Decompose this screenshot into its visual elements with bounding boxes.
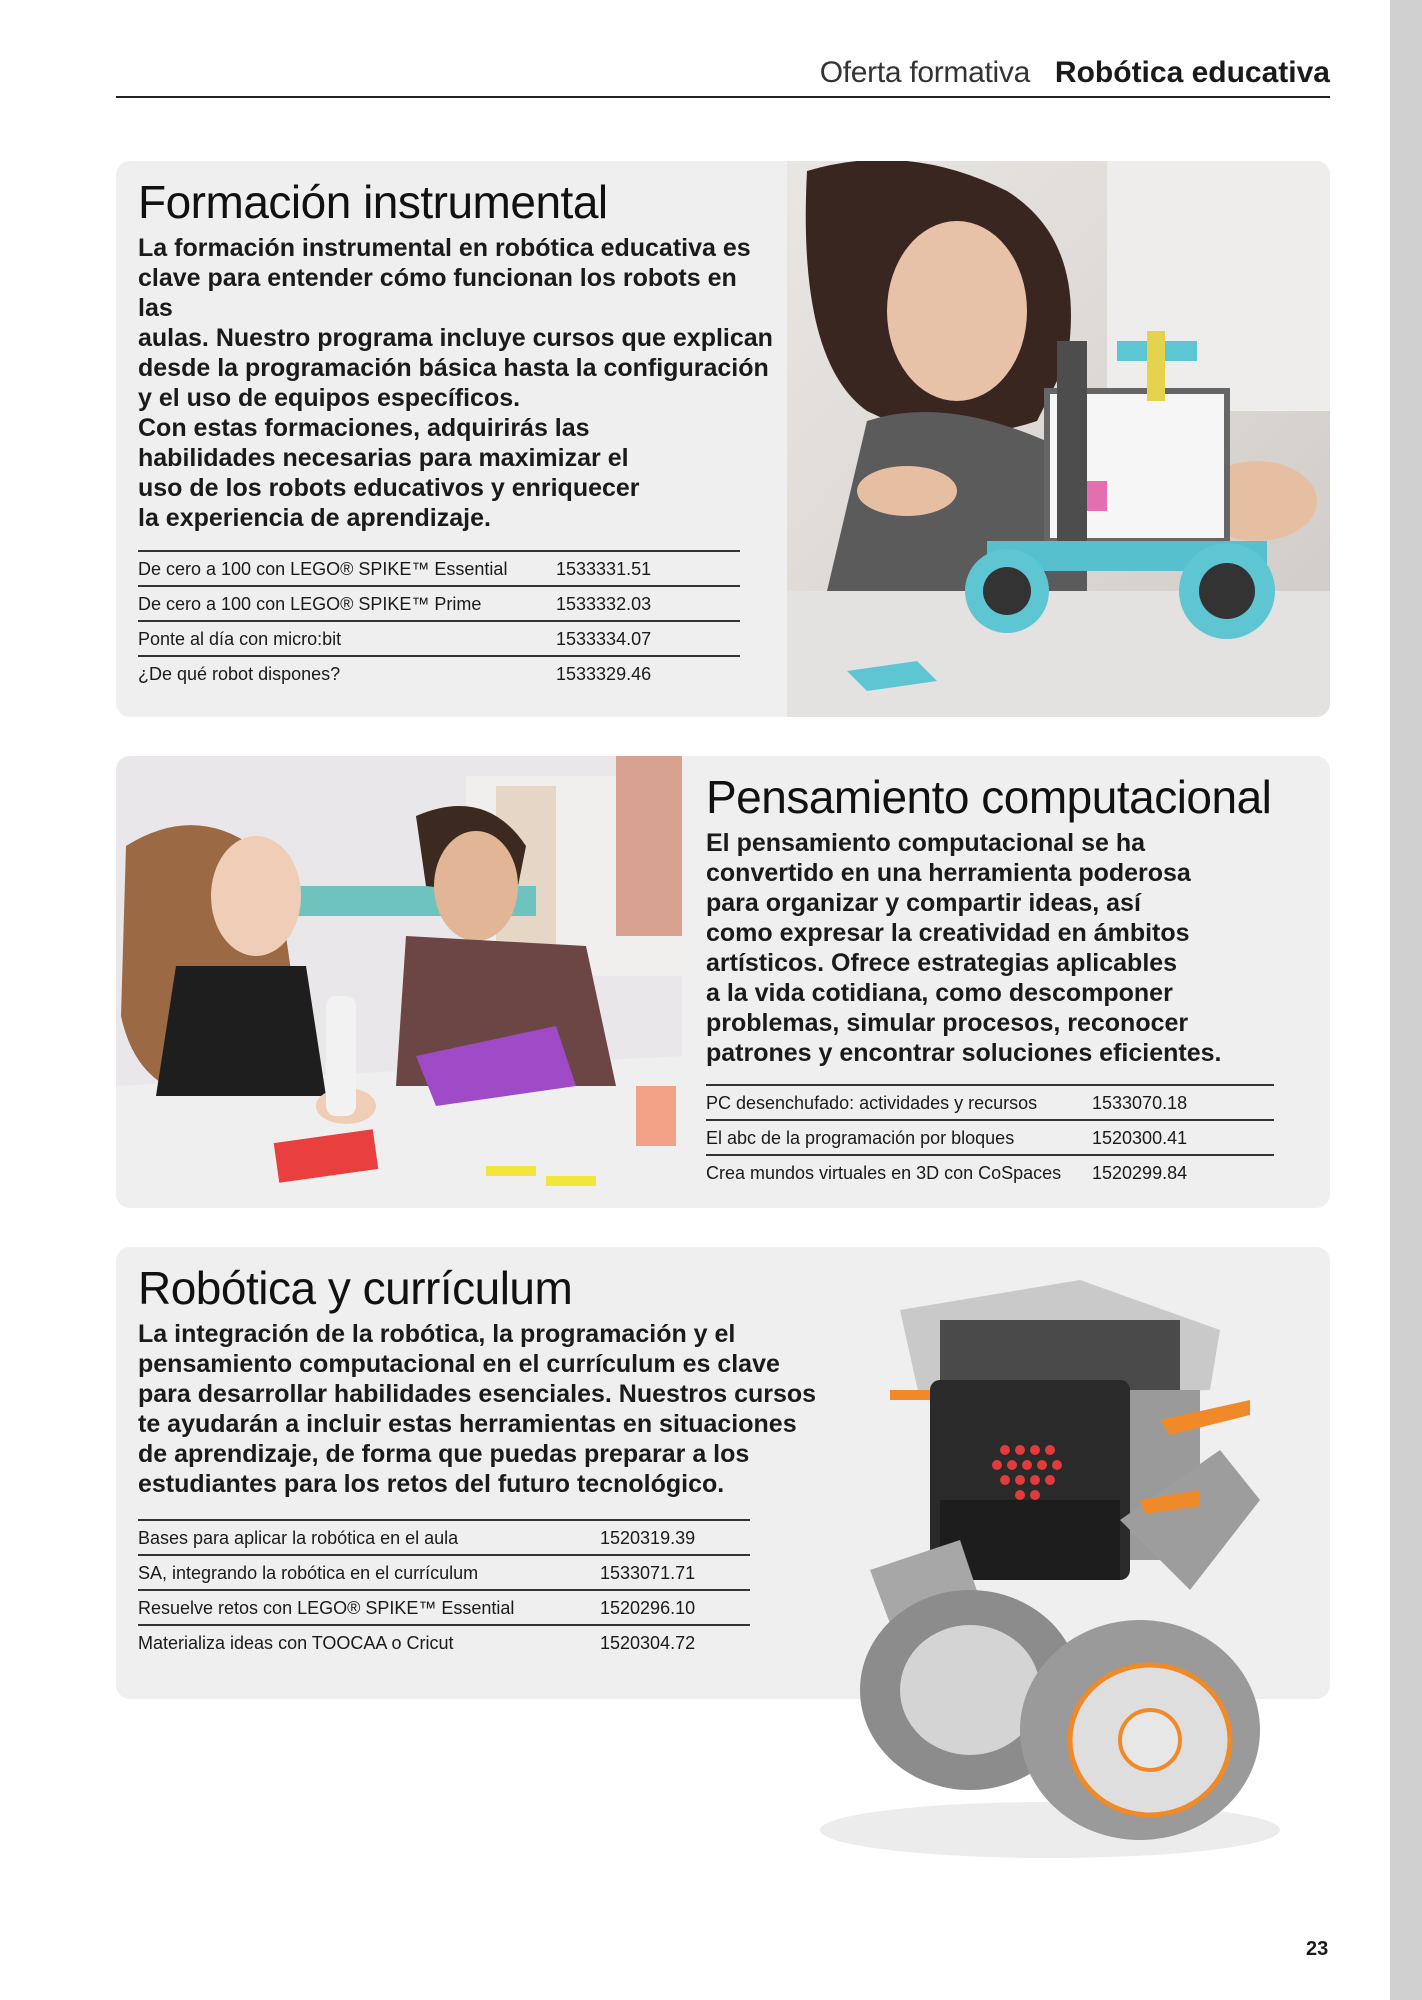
- course-title: Resuelve retos con LEGO® SPIKE™ Essential: [138, 1598, 515, 1618]
- course-title: Crea mundos virtuales en 3D con CoSpaces: [706, 1163, 1062, 1183]
- card-paragraph: La formación instrumental en robótica educativa es clave para entender cómo funcionan los robots en las aulas. Nuestro programa incluye cursos que explican desde la programación básica hasta la configuración y el uso de equipos específicos.: [138, 234, 773, 412]
- header-topic: Robótica educativa: [1054, 56, 1330, 89]
- course-code: 1520319.39: [600, 1528, 696, 1548]
- microbit-robot-image: [780, 1270, 1300, 1870]
- course-code: 1533334.07: [556, 629, 652, 649]
- course-code: 1533071.71: [600, 1563, 696, 1583]
- photo-student-building-robot: [787, 161, 1330, 717]
- page-edge-strip: [1390, 0, 1422, 2000]
- course-code: 1533329.46: [556, 664, 652, 684]
- course-code: 1520299.84: [1092, 1163, 1188, 1183]
- course-table: [138, 1519, 750, 1661]
- course-code: 1520296.10: [600, 1598, 696, 1618]
- course-code: 1520300.41: [1092, 1128, 1188, 1148]
- card-title: Pensamiento computacional: [706, 771, 1272, 823]
- course-code: 1533070.18: [1092, 1093, 1188, 1113]
- course-title: El abc de la programación por bloques: [706, 1128, 1015, 1148]
- course-row[interactable]: [138, 552, 740, 587]
- card-title: Formación instrumental: [138, 176, 608, 228]
- course-row[interactable]: [706, 1121, 1274, 1156]
- course-title: Materializa ideas con TOOCAA o Cricut: [138, 1633, 454, 1653]
- course-row[interactable]: [706, 1086, 1274, 1121]
- course-code: 1520304.72: [600, 1633, 696, 1653]
- card-title: Robótica y currículum: [138, 1262, 573, 1314]
- course-row[interactable]: [138, 1626, 750, 1661]
- course-title: Ponte al día con micro:bit: [138, 629, 342, 649]
- course-row[interactable]: [138, 587, 740, 622]
- course-row[interactable]: [138, 657, 740, 692]
- card-formacion-instrumental: [116, 161, 1330, 717]
- course-code: 1533332.03: [556, 594, 652, 614]
- course-table: [138, 550, 740, 692]
- card-paragraph: El pensamiento computacional se ha convertido en una herramienta poderosa para organizar y compartir ideas, así como expresar la creatividad en ámbitos artísticos. Ofrece estrategias aplicables a la vida cotidiana, como descomponer problemas, simular procesos, reconocer patrones y encontrar soluciones eficientes.: [706, 829, 1222, 1067]
- course-title: SA, integrando la robótica en el currículum: [138, 1563, 479, 1583]
- page-header: [116, 50, 1330, 98]
- course-row[interactable]: [138, 1556, 750, 1591]
- card-paragraph: Con estas formaciones, adquirirás las habilidades necesarias para maximizar el uso de los robots educativos y enriquecer la experiencia de aprendizaje.: [138, 414, 640, 532]
- photo-students-table: [116, 756, 682, 1208]
- header-section: Oferta formativa: [819, 56, 1030, 89]
- course-title: De cero a 100 con LEGO® SPIKE™ Prime: [138, 594, 482, 614]
- course-title: De cero a 100 con LEGO® SPIKE™ Essential: [138, 559, 508, 579]
- course-title: ¿De qué robot dispones?: [138, 664, 341, 684]
- course-code: 1533331.51: [556, 559, 652, 579]
- course-row[interactable]: [138, 622, 740, 657]
- course-title: Bases para aplicar la robótica en el aula: [138, 1528, 459, 1548]
- course-title: PC desenchufado: actividades y recursos: [706, 1093, 1038, 1113]
- page-number: 23: [1306, 1938, 1329, 1960]
- course-table: [706, 1084, 1274, 1191]
- card-paragraph: La integración de la robótica, la programación y el pensamiento computacional en el currículum es clave para desarrollar habilidades esenciales. Nuestros cursos te ayudarán a incluir estas herramientas en situaciones de aprendizaje, de forma que puedas preparar a los estudiantes para los retos del futuro tecnológico.: [138, 1320, 817, 1498]
- course-row[interactable]: [138, 1521, 750, 1556]
- course-row[interactable]: [706, 1156, 1274, 1191]
- card-pensamiento-computacional: [116, 756, 1330, 1208]
- course-row[interactable]: [138, 1591, 750, 1626]
